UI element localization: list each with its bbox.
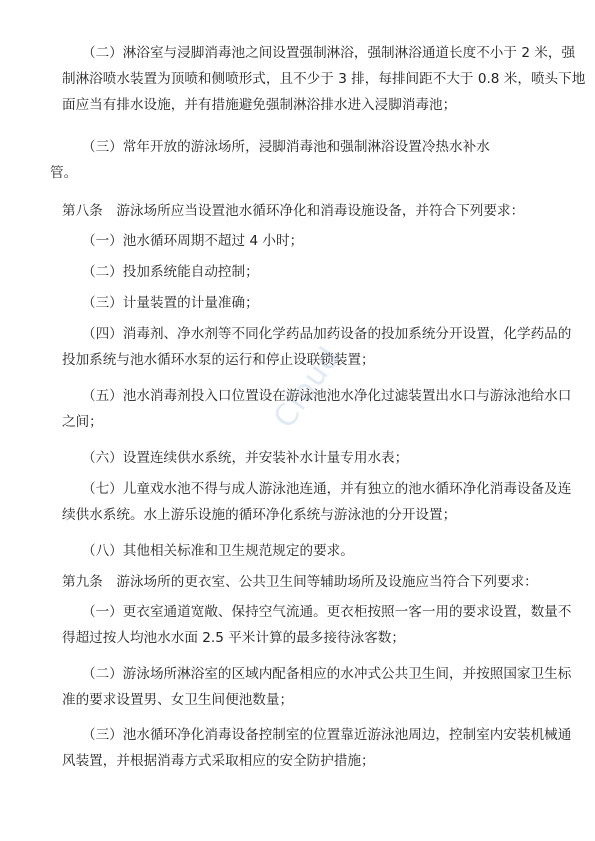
- text-line: 第八条 游泳场所应当设置池水循环净化和消毒设施设备，并符合下列要求：: [62, 203, 525, 219]
- paragraph: [62, 722, 572, 774]
- text-line: （五）池水消毒剂投入口位置设在游泳池池水净化过滤装置出水口与游泳池给水口: [82, 388, 572, 404]
- paragraph: [62, 476, 572, 528]
- paragraph: [62, 445, 552, 471]
- paragraph: [62, 259, 552, 285]
- paragraph: [62, 290, 552, 316]
- paragraph: [62, 40, 586, 118]
- text-line: （一）池水循环周期不超过 4 小时；: [82, 233, 304, 249]
- watermark: Cloud: [267, 340, 348, 435]
- text-line: 投加系统与池水循环水泵的运行和停止设联锁装置；: [62, 352, 375, 368]
- paragraph: [62, 569, 552, 595]
- text-line: 得超过按人均池水水面 2.5 平米计算的最多接待泳客数；: [62, 630, 405, 646]
- text-line: （二）淋浴室与浸脚消毒池之间设置强制淋浴，强制淋浴通道长度不小于 2 米，强: [82, 45, 576, 61]
- text-line: 之间；: [62, 414, 103, 430]
- paragraph: [62, 599, 572, 651]
- text-line: 制淋浴喷水装置为顶喷和侧喷形式，且不少于 3 排，每排间距不大于 0.8 米，喷头下地: [62, 71, 586, 87]
- paragraph: [62, 321, 572, 373]
- text-line: （一）更衣室通道宽敞、保持空气流通。更衣柜按照一客一用的要求设置，数量不: [82, 604, 572, 620]
- paragraph: [62, 383, 572, 435]
- text-line: （六）设置连续供水系统，并安装补水计量专用水表；: [82, 450, 409, 466]
- text-line: 风装置，并根据消毒方式采取相应的安全防护措施；: [62, 753, 375, 769]
- paragraph: [62, 661, 572, 713]
- text-line: 准的要求设置男、女卫生间便池数量；: [62, 692, 294, 708]
- text-line: 第九条 游泳场所的更衣室、公共卫生间等辅助场所及设施应当符合下列要求：: [62, 574, 538, 590]
- text-line: （四）消毒剂、净水剂等不同化学药品加药设备的投加系统分开设置，化学药品的: [82, 326, 572, 342]
- paragraph: [62, 538, 552, 564]
- paragraph: [50, 134, 552, 186]
- text-line: （三）常年开放的游泳场所，浸脚消毒池和强制淋浴设置冷热水补水: [82, 139, 490, 155]
- paragraph: [62, 198, 552, 224]
- text-line: 管。: [50, 165, 78, 181]
- text-line: （七）儿童戏水池不得与成人游泳池连通，并有独立的池水循环净化消毒设备及连: [82, 481, 572, 497]
- text-line: （二）投加系统能自动控制；: [82, 264, 259, 280]
- text-line: 续供水系统。水上游乐设施的循环净化系统与游泳池的分开设置；: [62, 507, 457, 523]
- text-line: （三）计量装置的计量准确；: [82, 295, 259, 311]
- paragraph: [62, 228, 552, 254]
- text-line: 面应当有排水设施，并有措施避免强制淋浴排水进入浸脚消毒池；: [62, 97, 457, 113]
- text-line: （三）池水循环净化消毒设备控制室的位置靠近游泳池周边，控制室内安装机械通: [82, 727, 572, 743]
- text-line: （八）其他相关标准和卫生规范规定的要求。: [82, 543, 354, 559]
- text-line: （二）游泳场所淋浴室的区域内配备相应的水冲式公共卫生间，并按照国家卫生标: [82, 666, 572, 682]
